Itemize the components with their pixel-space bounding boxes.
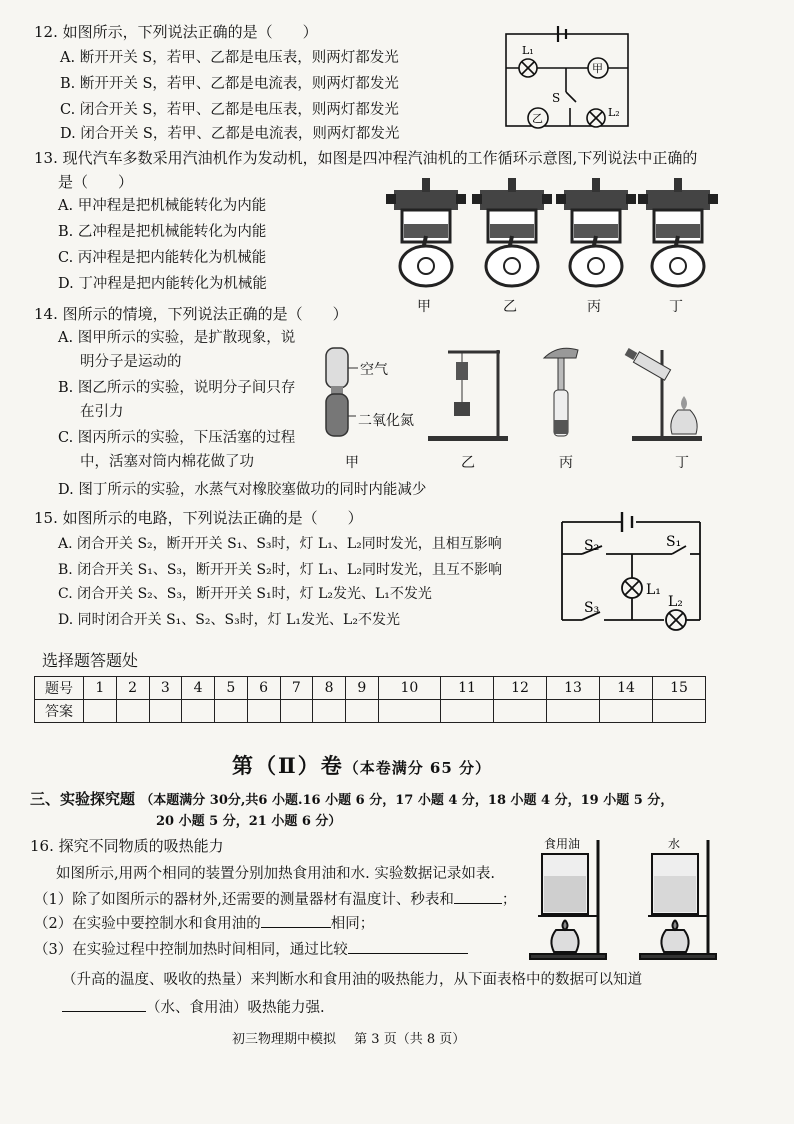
answer-cell[interactable] xyxy=(600,700,653,723)
answer-cell[interactable] xyxy=(378,700,440,723)
q13-label-bing: 丙 xyxy=(587,299,601,315)
answer-cell[interactable] xyxy=(149,700,182,723)
q13-stem: 13. 现代汽车多数采用汽油机作为发动机，如图是四冲程汽油机的工作循环示意图,下列说法中正确的 xyxy=(34,149,698,167)
q13-label-yi: 乙 xyxy=(503,299,517,315)
q14-option-b-cont: 在引力 xyxy=(80,404,124,420)
answer-cell[interactable] xyxy=(182,700,215,723)
answer-number: 12 xyxy=(494,677,547,700)
answer-cell[interactable] xyxy=(84,700,117,723)
q16-part2-end: 相同； xyxy=(330,916,375,932)
q12-yi-label: 乙 xyxy=(532,112,543,125)
footer-exam-name: 初三物理期中模拟 xyxy=(232,1032,337,1047)
q14-label-ding: 丁 xyxy=(675,455,689,471)
q15-l1-label: L₁ xyxy=(646,582,661,598)
q16-part3-end: （水、食用油）吸热能力强. xyxy=(146,1000,325,1016)
answer-number: 2 xyxy=(116,677,149,700)
answer-number: 15 xyxy=(653,677,706,700)
answer-cell[interactable] xyxy=(547,700,600,723)
q15-option-c: C. 闭合开关 S₂、S₃，断开开关 S₁时，灯 L₂发光、L₁不发光 xyxy=(58,586,432,602)
q15-s3-label: S₃ xyxy=(584,600,600,616)
answer-table-answer-header: 答案 xyxy=(35,700,84,723)
q12-option-c: C. 闭合开关 S，若甲、乙都是电压表，则两灯都发光 xyxy=(60,102,399,118)
section3-title: 三、实验探究题 xyxy=(30,790,136,808)
answer-cell[interactable] xyxy=(247,700,280,723)
q16-water-label: 水 xyxy=(668,837,681,851)
answer-number: 14 xyxy=(600,677,653,700)
q12-l2-label: L₂ xyxy=(608,106,620,119)
q12-stem: 12. 如图所示，下列说法正确的是（ ） xyxy=(34,23,318,41)
answer-cell[interactable] xyxy=(313,700,346,723)
q16-oil-label: 食用油 xyxy=(544,837,581,851)
q16-part3-line3 xyxy=(62,998,325,1018)
answer-cell[interactable] xyxy=(653,700,706,723)
q13-option-d: D. 丁冲程是把内能转化为机械能 xyxy=(58,276,267,292)
answer-cell[interactable] xyxy=(494,700,547,723)
q13-option-b: B. 乙冲程是把机械能转化为内能 xyxy=(58,224,267,240)
answer-area-title: 选择题答题处 xyxy=(42,651,139,670)
q14-label-yi: 乙 xyxy=(461,455,475,471)
answer-number: 7 xyxy=(280,677,313,700)
q16-part2-blank[interactable] xyxy=(261,927,331,928)
q16-part1-text: （1）除了如图所示的器材外,还需要的测量器材有温度计、秒表和 xyxy=(34,892,454,908)
answer-cell[interactable] xyxy=(280,700,313,723)
q14-label-jia: 甲 xyxy=(345,455,359,471)
q15-option-b: B. 闭合开关 S₁、S₃，断开开关 S₂时，灯 L₁、L₂同时发光，且互不影响 xyxy=(58,562,502,578)
q13-label-jia: 甲 xyxy=(417,299,431,315)
answer-number: 5 xyxy=(215,677,248,700)
answer-number: 11 xyxy=(441,677,494,700)
q14-no2-label: 二氧化氮 xyxy=(358,413,414,429)
q15-stem: 15. 如图所示的电路，下列说法正确的是（ ） xyxy=(34,509,363,527)
answer-number: 9 xyxy=(346,677,379,700)
q14-option-d: D. 图丁所示的实验，水蒸气对橡胶塞做功的同时内能减少 xyxy=(58,482,427,498)
q16-part3 xyxy=(34,940,468,960)
q13-option-c: C. 丙冲程是把内能转化为机械能 xyxy=(58,250,267,266)
footer-page-number: 第 3 页（共 8 页） xyxy=(354,1032,466,1047)
answer-number: 13 xyxy=(547,677,600,700)
q14-label-bing: 丙 xyxy=(559,455,573,471)
q13-option-a: A. 甲冲程是把机械能转化为内能 xyxy=(58,198,267,214)
section3-header xyxy=(30,788,673,809)
footer xyxy=(232,1028,465,1047)
q15-s1-label: S₁ xyxy=(666,534,682,550)
q12-jia-label: 甲 xyxy=(592,62,603,75)
q12-circuit-diagram xyxy=(500,22,635,137)
q14-experiment-diagrams xyxy=(318,340,718,450)
q15-l2-label: L₂ xyxy=(668,594,683,610)
q16-intro: 如图所示,用两个相同的装置分别加热食用油和水. 实验数据记录如表. xyxy=(56,866,495,882)
q16-part3-line2: （升高的温度、吸收的热量）来判断水和食用油的吸热能力，从下面表格中的数据可以知道 xyxy=(62,972,642,988)
q15-option-a: A. 闭合开关 S₂，断开开关 S₁、S₃时，灯 L₁、L₂同时发光，且相互影响 xyxy=(58,536,502,552)
answer-cell[interactable] xyxy=(116,700,149,723)
q12-option-d: D. 闭合开关 S，若甲、乙都是电流表，则两灯都发光 xyxy=(60,126,400,142)
q14-option-a: A. 图甲所示的实验，是扩散现象，说 xyxy=(58,330,296,346)
answer-cell[interactable] xyxy=(441,700,494,723)
q14-stem: 14. 图所示的情境，下列说法正确的是（ ） xyxy=(34,305,348,323)
answer-number: 3 xyxy=(149,677,182,700)
q16-part2 xyxy=(34,914,374,934)
q12-option-a: A. 断开开关 S，若甲、乙都是电压表，则两灯都发光 xyxy=(60,50,399,66)
answer-table-number-row xyxy=(35,677,706,700)
q16-stem: 16. 探究不同物质的吸热能力 xyxy=(30,837,224,855)
answer-number: 6 xyxy=(247,677,280,700)
answer-number: 8 xyxy=(313,677,346,700)
q16-part3-text: （3）在实验过程中控制加热时间相同，通过比较 xyxy=(34,942,348,958)
q12-l1-label: L₁ xyxy=(522,44,534,57)
q14-air-label: 空气 xyxy=(360,362,388,378)
q16-heating-apparatus xyxy=(530,830,720,965)
answer-table-row-header: 题号 xyxy=(35,677,84,700)
q13-engine-diagrams xyxy=(380,172,720,292)
q16-part1-blank[interactable] xyxy=(454,903,502,904)
section3-desc-line2: 20 小题 5 分，21 小题 6 分） xyxy=(156,814,342,829)
q16-part3-blank[interactable] xyxy=(348,953,468,954)
part2-title: 第（Ⅱ）卷 xyxy=(232,753,344,778)
q16-part1 xyxy=(34,890,516,910)
part2-header xyxy=(232,750,491,780)
q13-stem-line2: 是（ ） xyxy=(58,173,134,191)
q16-part2-text: （2）在实验中要控制水和食用油的 xyxy=(34,916,261,932)
section3-desc: （本题满分 30分,共6 小题.16 小题 6 分，17 小题 4 分，18 小题 4 分，19 小题 5 分， xyxy=(140,793,674,808)
q14-option-c: C. 图丙所示的实验，下压活塞的过程 xyxy=(58,430,296,446)
q15-s2-label: S₂ xyxy=(584,538,600,554)
q15-option-d: D. 同时闭合开关 S₁、S₂、S₃时，灯 L₁发光、L₂不发光 xyxy=(58,612,400,628)
q12-s-label: S xyxy=(552,91,561,105)
q14-option-c-cont: 中，活塞对筒内棉花做了功 xyxy=(80,454,254,470)
q16-part3-blank2[interactable] xyxy=(62,1011,146,1012)
answer-table xyxy=(34,676,706,723)
part2-note: （本卷满分 65 分） xyxy=(343,759,492,777)
answer-cell[interactable] xyxy=(215,700,248,723)
q14-option-a-cont: 明分子是运动的 xyxy=(80,354,182,370)
answer-cell[interactable] xyxy=(346,700,379,723)
answer-number: 1 xyxy=(84,677,117,700)
q15-circuit-diagram xyxy=(556,508,706,638)
answer-number: 4 xyxy=(182,677,215,700)
q12-option-b: B. 断开开关 S，若甲、乙都是电流表，则两灯都发光 xyxy=(60,76,399,92)
q14-option-b: B. 图乙所示的实验，说明分子间只存 xyxy=(58,380,296,396)
q16-part1-end: ； xyxy=(501,892,517,908)
answer-number: 10 xyxy=(378,677,440,700)
answer-table-answer-row xyxy=(35,700,706,723)
q13-label-ding: 丁 xyxy=(669,299,683,315)
